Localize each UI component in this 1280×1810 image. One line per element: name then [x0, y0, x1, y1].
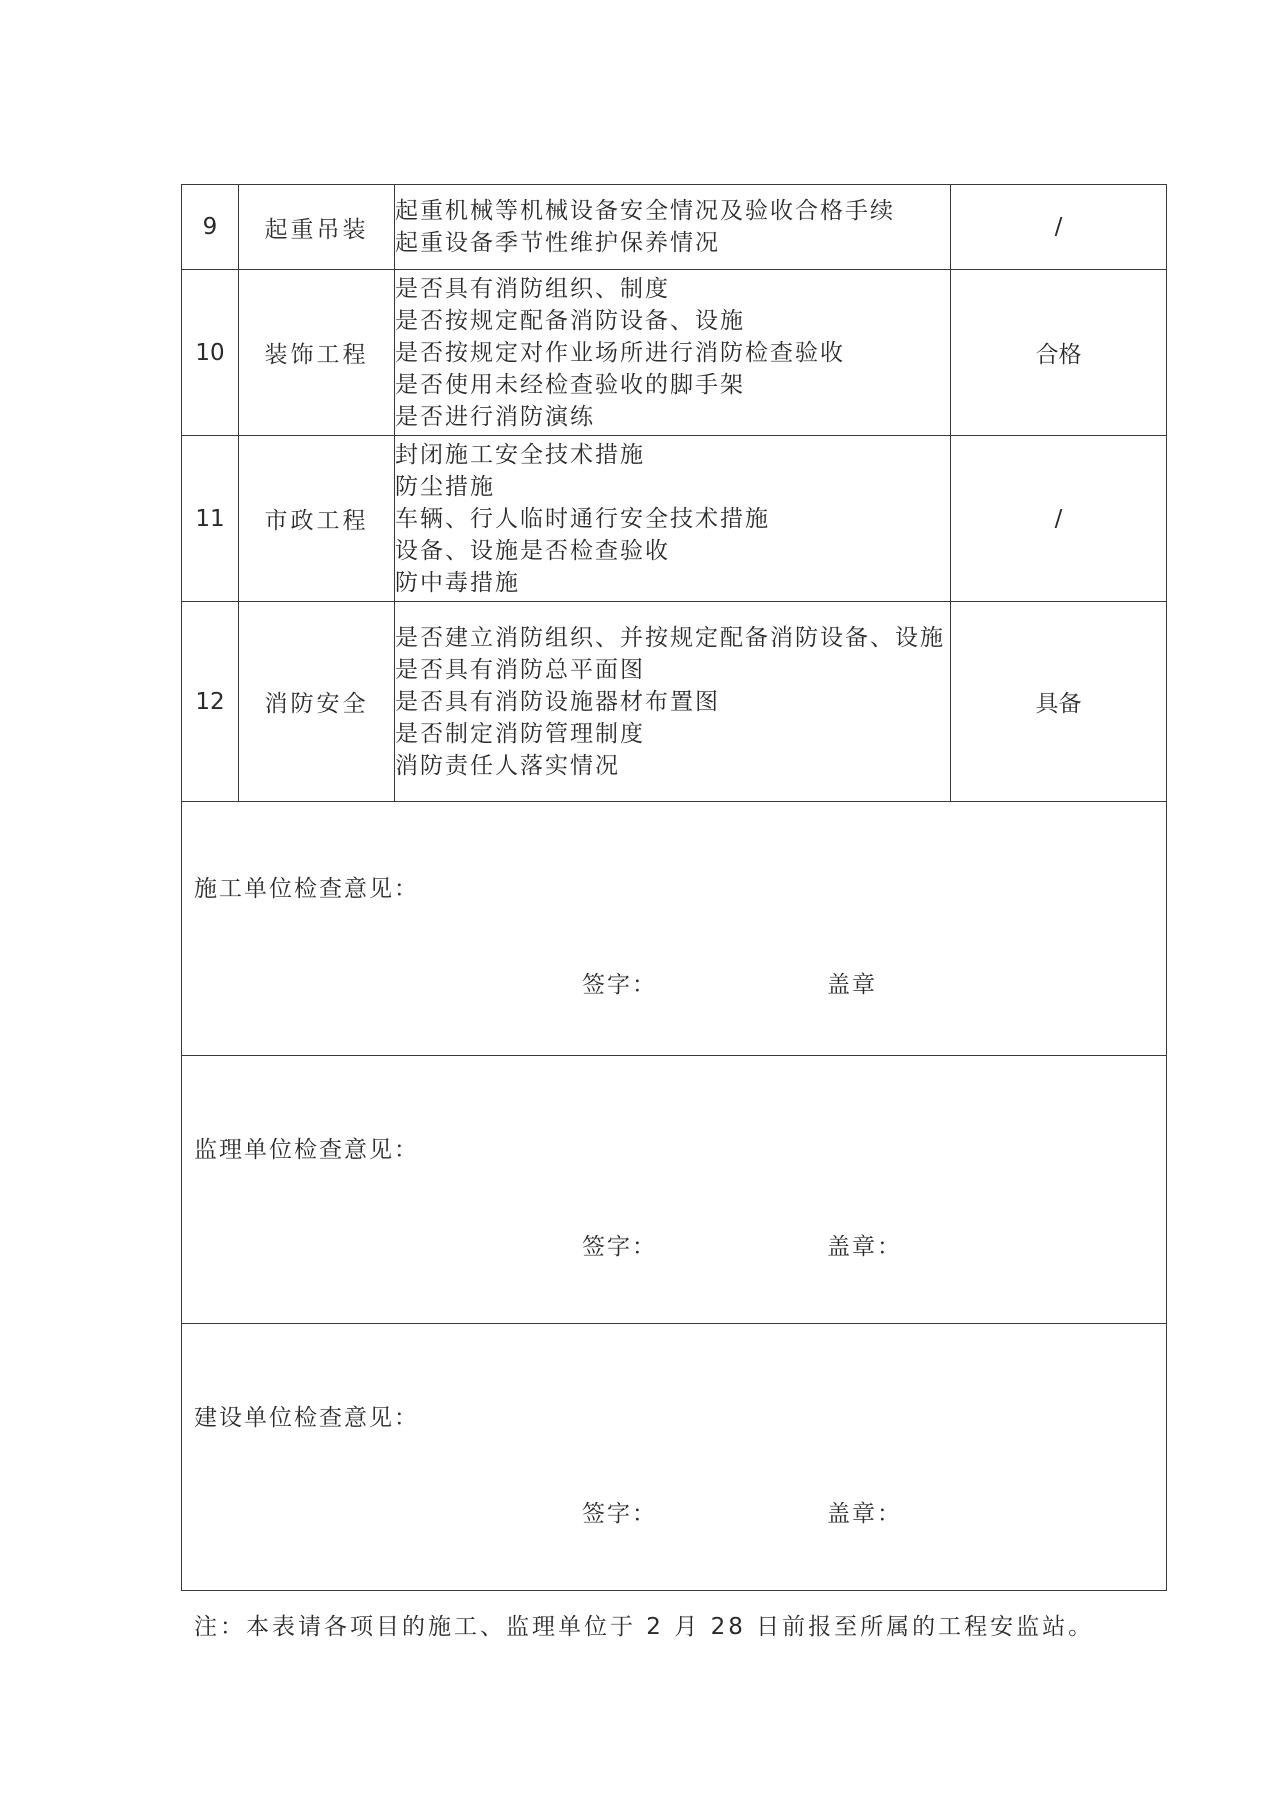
check-item: 消防责任人落实情况 [395, 752, 620, 779]
check-item: 封闭施工安全技术措施 [395, 441, 645, 468]
construction-seal-label: 盖章 [827, 972, 877, 998]
construction-opinion-row [182, 802, 1167, 1056]
check-item: 是否建立消防组织、并按规定配备消防设备、设施 [395, 624, 945, 651]
construction-opinion-label: 施工单位检查意见： [194, 876, 419, 902]
row-check-items [395, 602, 951, 802]
check-item: 是否具有消防组织、制度 [395, 275, 670, 302]
construction-signature-label: 签字： [582, 972, 657, 998]
row-number: 9 [182, 185, 239, 270]
row-category: 消防安全 [239, 602, 395, 802]
table-row [182, 602, 1167, 802]
owner-opinion-label: 建设单位检查意见： [194, 1405, 419, 1431]
row-result: 合格 [951, 270, 1167, 436]
check-item: 是否具有消防总平面图 [395, 656, 645, 683]
check-item: 防中毒措施 [395, 569, 520, 596]
row-check-items [395, 270, 951, 436]
table-row [182, 436, 1167, 602]
supervision-seal-label: 盖章： [827, 1234, 902, 1260]
row-number: 11 [182, 436, 239, 602]
row-category: 起重吊装 [239, 185, 395, 270]
row-category: 市政工程 [239, 436, 395, 602]
row-number: 12 [182, 602, 239, 802]
row-check-items [395, 185, 951, 270]
table-row [182, 270, 1167, 436]
check-item: 是否按规定配备消防设备、设施 [395, 307, 745, 334]
inspection-table [181, 184, 1167, 1591]
check-item: 防尘措施 [395, 473, 495, 500]
check-item: 是否制定消防管理制度 [395, 720, 645, 747]
supervision-opinion-cell[interactable] [182, 1056, 1167, 1324]
check-item: 是否使用未经检查验收的脚手架 [395, 371, 745, 398]
row-check-items [395, 436, 951, 602]
check-item: 车辆、行人临时通行安全技术措施 [395, 505, 770, 532]
owner-opinion-row [182, 1324, 1167, 1591]
check-item: 是否具有消防设施器材布置图 [395, 688, 720, 715]
supervision-signature-label: 签字： [582, 1234, 657, 1260]
footnote: 注：本表请各项目的施工、监理单位于 2 月 28 日前报至所属的工程安监站。 [194, 1614, 1095, 1640]
row-number: 10 [182, 270, 239, 436]
check-item: 是否进行消防演练 [395, 403, 595, 430]
check-item: 是否按规定对作业场所进行消防检查验收 [395, 339, 845, 366]
row-result: 具备 [951, 602, 1167, 802]
row-result: / [951, 185, 1167, 270]
check-item: 设备、设施是否检查验收 [395, 537, 670, 564]
supervision-opinion-row [182, 1056, 1167, 1324]
supervision-opinion-label: 监理单位检查意见： [194, 1137, 419, 1163]
owner-opinion-cell[interactable] [182, 1324, 1167, 1591]
row-category: 装饰工程 [239, 270, 395, 436]
check-item: 起重设备季节性维护保养情况 [395, 230, 720, 256]
check-item: 起重机械等机械设备安全情况及验收合格手续 [395, 198, 895, 224]
owner-signature-label: 签字： [582, 1501, 657, 1527]
row-result: / [951, 436, 1167, 602]
owner-seal-label: 盖章： [827, 1501, 902, 1527]
construction-opinion-cell[interactable] [182, 802, 1167, 1056]
table-row [182, 185, 1167, 270]
